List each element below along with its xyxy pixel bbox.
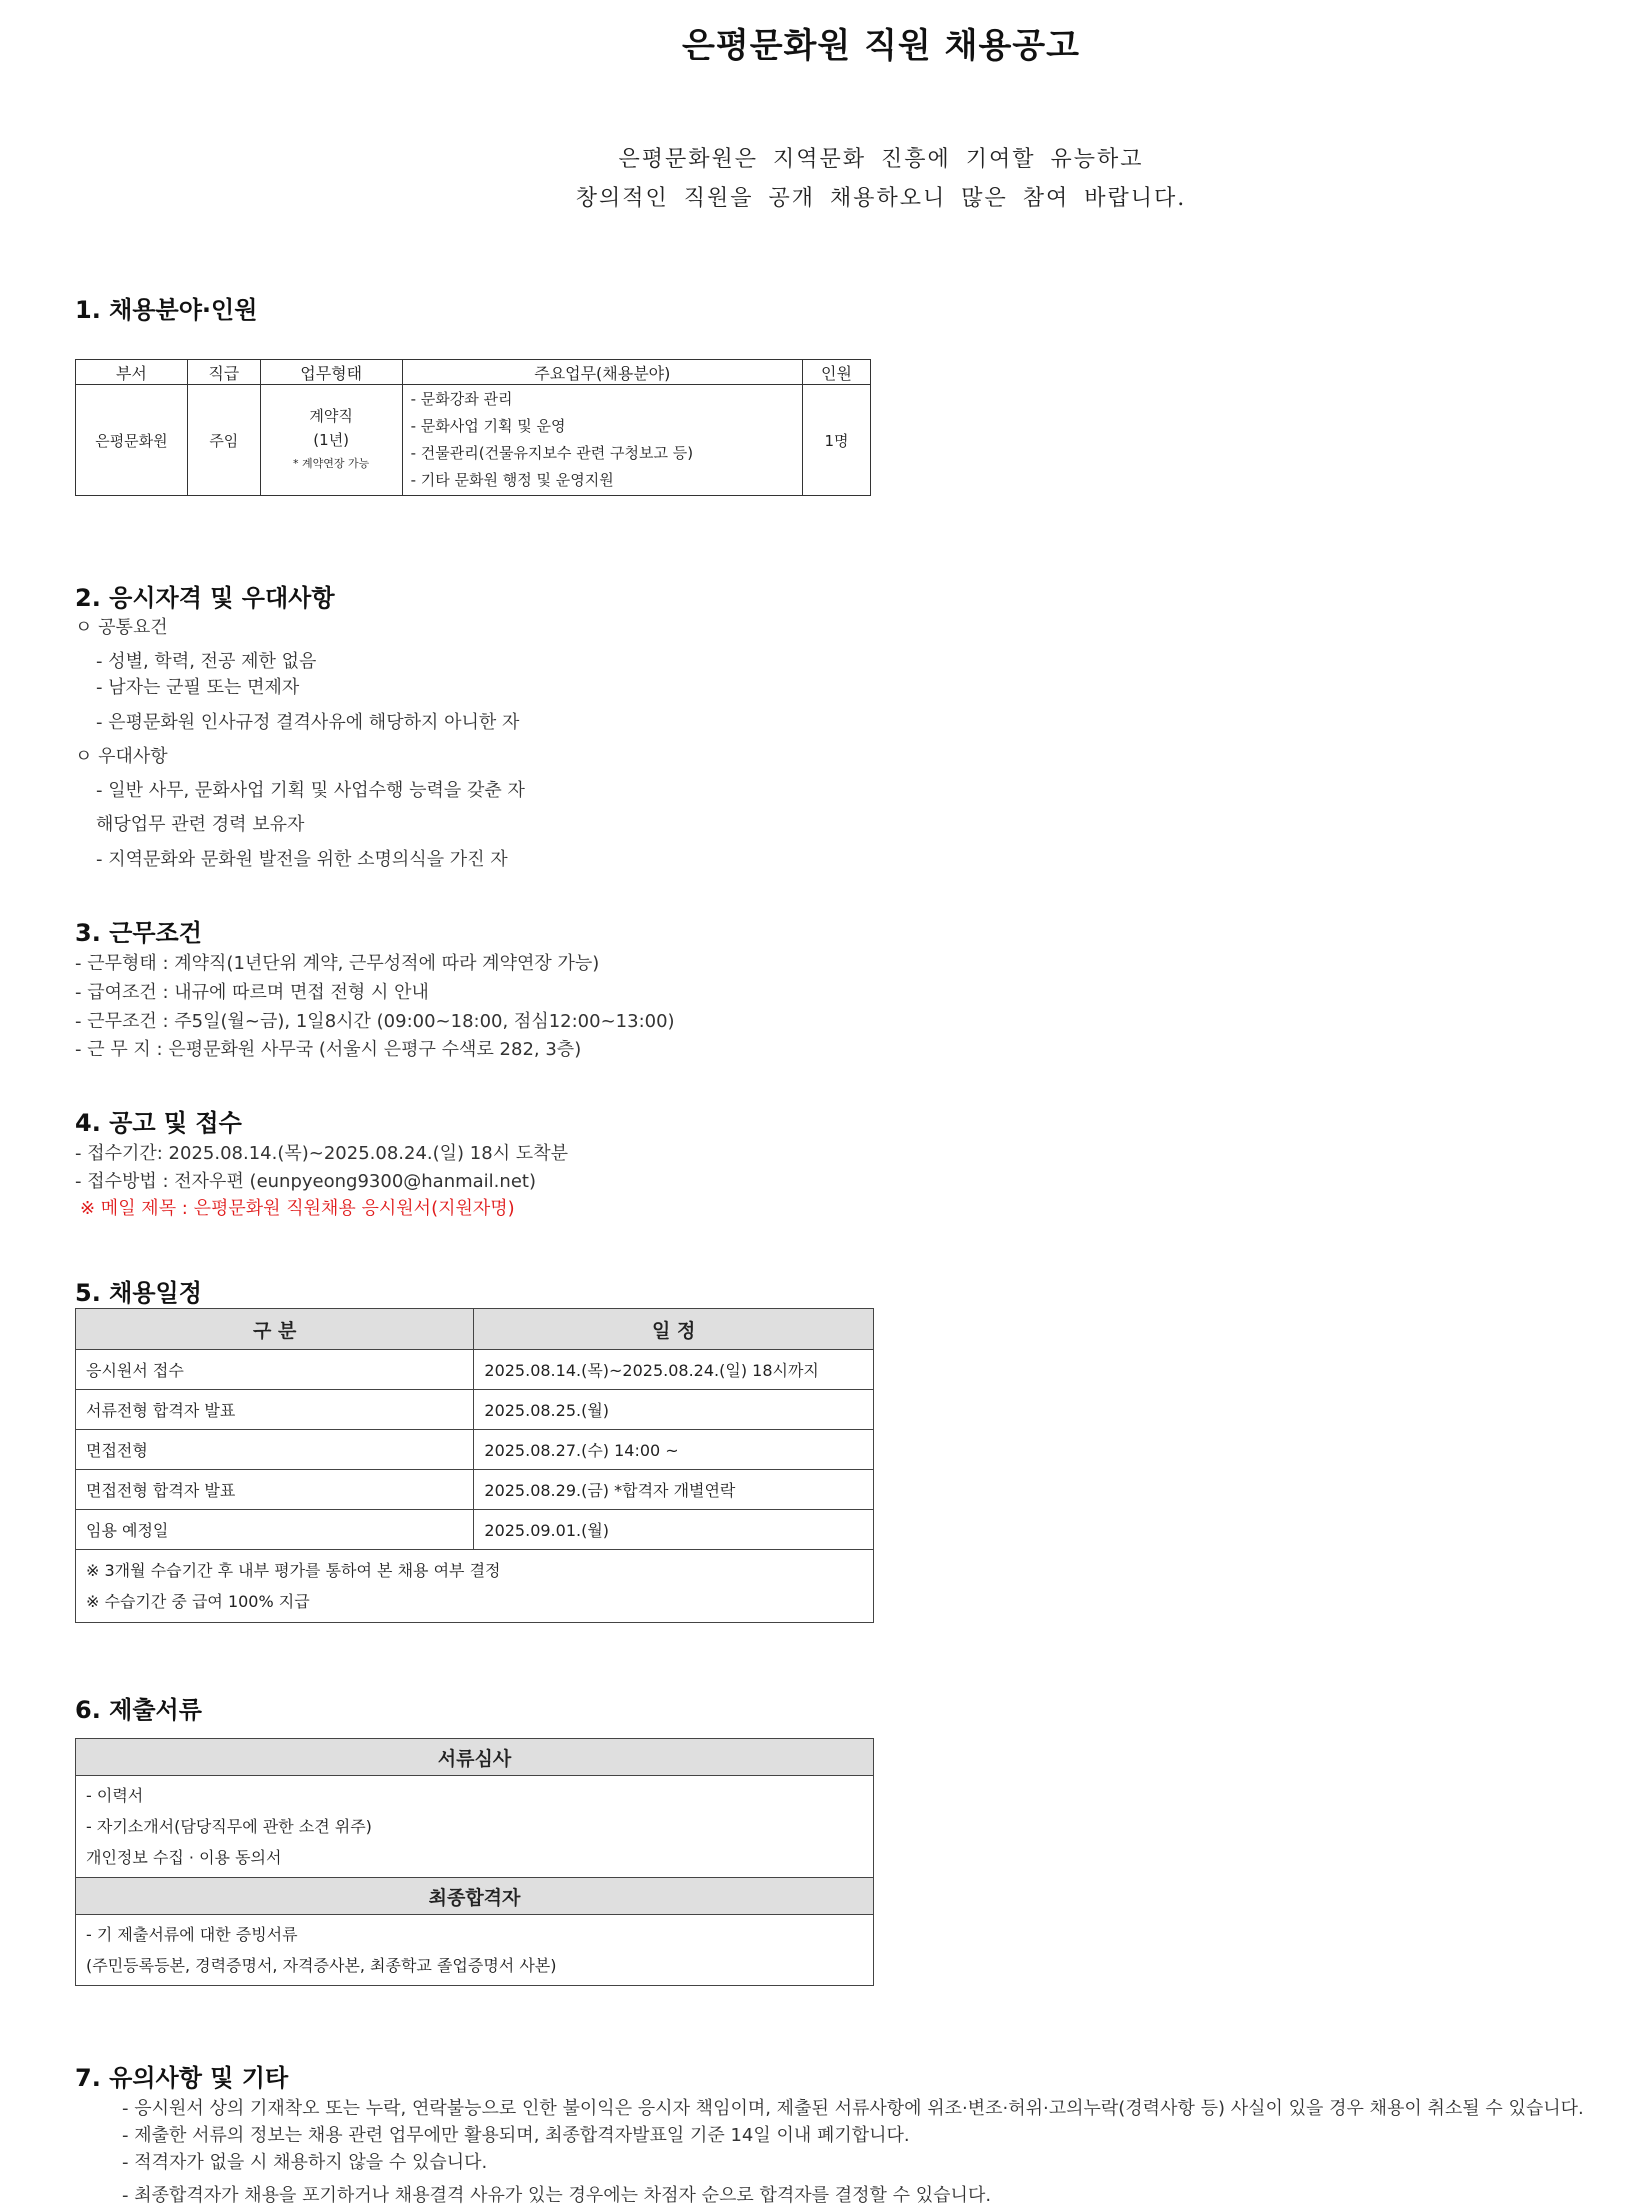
table-header-row xyxy=(76,360,871,385)
schedule-date: 2025.08.14.(목)~2025.08.24.(일) 18시까지 xyxy=(474,1350,874,1390)
section-5-heading: 5. 채용일정 xyxy=(75,1279,202,1307)
schedule-label: 임용 예정일 xyxy=(76,1510,474,1550)
header-dept: 부서 xyxy=(76,360,188,385)
cell-type xyxy=(260,385,402,496)
condition-line: - 근무형태 : 계약직(1년단위 계약, 근무성적에 따라 계약연장 가능) xyxy=(75,953,600,974)
doc-item: - 이력서 xyxy=(86,1786,144,1805)
cell-duties xyxy=(402,385,802,496)
application-period: - 접수기간: 2025.08.14.(목)~2025.08.24.(일) 18시 도착분 xyxy=(75,1143,568,1164)
duty-item: - 건물관리(건물유지보수 관련 구청보고 등) xyxy=(410,444,694,462)
pref-label: ㅇ 우대사항 xyxy=(75,746,168,767)
header-schedule: 일 정 xyxy=(474,1309,874,1350)
duty-item: - 문화강좌 관리 xyxy=(410,390,513,408)
schedule-date: 2025.08.25.(월) xyxy=(474,1390,874,1430)
final-list xyxy=(76,1915,874,1986)
schedule-label: 서류전형 합격자 발표 xyxy=(76,1390,474,1430)
table-row xyxy=(76,1470,874,1510)
table-row xyxy=(76,1510,874,1550)
doc-item: 개인정보 수집 · 이용 동의서 xyxy=(86,1848,282,1867)
schedule-note: ※ 수습기간 중 급여 100% 지급 xyxy=(86,1592,310,1611)
common-item: - 성별, 학력, 전공 제한 없음 xyxy=(96,651,317,672)
application-method: - 접수방법 : 전자우편 (eunpyeong9300@hanmail.net) xyxy=(75,1171,536,1192)
table-row xyxy=(76,1390,874,1430)
condition-line: - 근 무 지 : 은평문화원 사무국 (서울시 은평구 수색로 282, 3층) xyxy=(75,1039,582,1060)
pref-item: 해당업무 관련 경력 보유자 xyxy=(96,814,305,835)
intro-line-2: 창의적인 직원을 공개 채용하오니 많은 참여 바랍니다. xyxy=(575,186,1187,211)
notice-line: - 적격자가 없을 시 채용하지 않을 수 있습니다. xyxy=(122,2152,488,2173)
duty-item: - 기타 문화원 행정 및 운영지원 xyxy=(410,471,614,489)
schedule-label: 면접전형 xyxy=(76,1430,474,1470)
schedule-date: 2025.08.29.(금) *합격자 개별연락 xyxy=(474,1470,874,1510)
schedule-date: 2025.08.27.(수) 14:00 ~ xyxy=(474,1430,874,1470)
doc-review-row xyxy=(76,1776,874,1878)
section-4-heading: 4. 공고 및 접수 xyxy=(75,1109,242,1137)
documents-table xyxy=(75,1738,874,1986)
table-row xyxy=(76,1350,874,1390)
pref-item: - 일반 사무, 문화사업 기획 및 사업수행 능력을 갖춘 자 xyxy=(96,780,525,801)
schedule-label: 응시원서 접수 xyxy=(76,1350,474,1390)
condition-line: - 근무조건 : 주5일(월~금), 1일8시간 (09:00~18:00, 점심12:00~13:00) xyxy=(75,1011,675,1032)
schedule-label: 면접전형 합격자 발표 xyxy=(76,1470,474,1510)
header-duties: 주요업무(채용분야) xyxy=(402,360,802,385)
header-type: 업무형태 xyxy=(260,360,402,385)
final-header: 최종합격자 xyxy=(76,1878,874,1915)
doc-item: - 자기소개서(담당직무에 관한 소견 위주) xyxy=(86,1817,372,1836)
cell-rank: 주임 xyxy=(187,385,260,496)
schedule-date: 2025.09.01.(월) xyxy=(474,1510,874,1550)
doc-review-header: 서류심사 xyxy=(76,1739,874,1776)
header-count: 인원 xyxy=(803,360,871,385)
schedule-notes-row xyxy=(76,1550,874,1623)
cell-dept: 은평문화원 xyxy=(76,385,188,496)
header-category: 구 분 xyxy=(76,1309,474,1350)
doc-item: - 기 제출서류에 대한 증빙서류 xyxy=(86,1925,298,1944)
mail-subject-note: ※ 메일 제목 : 은평문화원 직원채용 응시원서(지원자명) xyxy=(80,1198,515,1219)
schedule-note: ※ 3개월 수습기간 후 내부 평가를 통하여 본 채용 여부 결정 xyxy=(86,1561,501,1580)
final-row xyxy=(76,1915,874,1986)
section-1-heading: 1. 채용분야·인원 xyxy=(75,296,258,324)
common-item: - 남자는 군필 또는 면제자 xyxy=(96,677,300,698)
section-7-heading: 7. 유의사항 및 기타 xyxy=(75,2064,289,2092)
section-6-heading: 6. 제출서류 xyxy=(75,1696,202,1724)
section-2-heading: 2. 응시자격 및 우대사항 xyxy=(75,584,335,612)
page-title: 은평문화원 직원 채용공고 xyxy=(682,26,1080,66)
schedule-header-row xyxy=(76,1309,874,1350)
notice-line: - 최종합격자가 채용을 포기하거나 채용결격 사유가 있는 경우에는 차점자 순으로 합격자를 결정할 수 있습니다. xyxy=(122,2185,992,2206)
final-header-row xyxy=(76,1878,874,1915)
cell-count: 1명 xyxy=(803,385,871,496)
doc-item: (주민등록등본, 경력증명서, 자격증사본, 최종학교 졸업증명서 사본) xyxy=(86,1956,557,1975)
common-label: ㅇ 공통요건 xyxy=(75,617,168,638)
common-item: - 은평문화원 인사규정 결격사유에 해당하지 아니한 자 xyxy=(96,712,520,733)
condition-line: - 급여조건 : 내규에 따르며 면접 전형 시 안내 xyxy=(75,982,429,1003)
schedule-table xyxy=(75,1308,874,1623)
pref-item: - 지역문화와 문화원 발전을 위한 소명의식을 가진 자 xyxy=(96,849,508,870)
table-row xyxy=(76,1430,874,1470)
intro-line-1: 은평문화원은 지역문화 진흥에 기여할 유능하고 xyxy=(618,147,1144,172)
table-row xyxy=(76,385,871,496)
header-rank: 직급 xyxy=(187,360,260,385)
doc-review-header-row xyxy=(76,1739,874,1776)
type-line: 계약직 xyxy=(309,407,353,425)
schedule-notes xyxy=(76,1550,874,1623)
notice-line: - 응시원서 상의 기재착오 또는 누락, 연락불능으로 인한 불이익은 응시자 책임이며, 제출된 서류사항에 위조·변조·허위·고의누락(경력사항 등) 사실이 있을 경우 채용이 취소될 수 있습니다. xyxy=(122,2098,1584,2119)
doc-review-list xyxy=(76,1776,874,1878)
notice-line: - 제출한 서류의 정보는 채용 관련 업무에만 활용되며, 최종합격자발표일 기준 14일 이내 폐기합니다. xyxy=(122,2125,910,2146)
positions-table xyxy=(75,359,871,496)
type-note: * 계약연장 가능 xyxy=(293,457,370,470)
section-3-heading: 3. 근무조건 xyxy=(75,919,202,947)
type-line: (1년) xyxy=(313,431,350,449)
duty-item: - 문화사업 기획 및 운영 xyxy=(410,417,566,435)
